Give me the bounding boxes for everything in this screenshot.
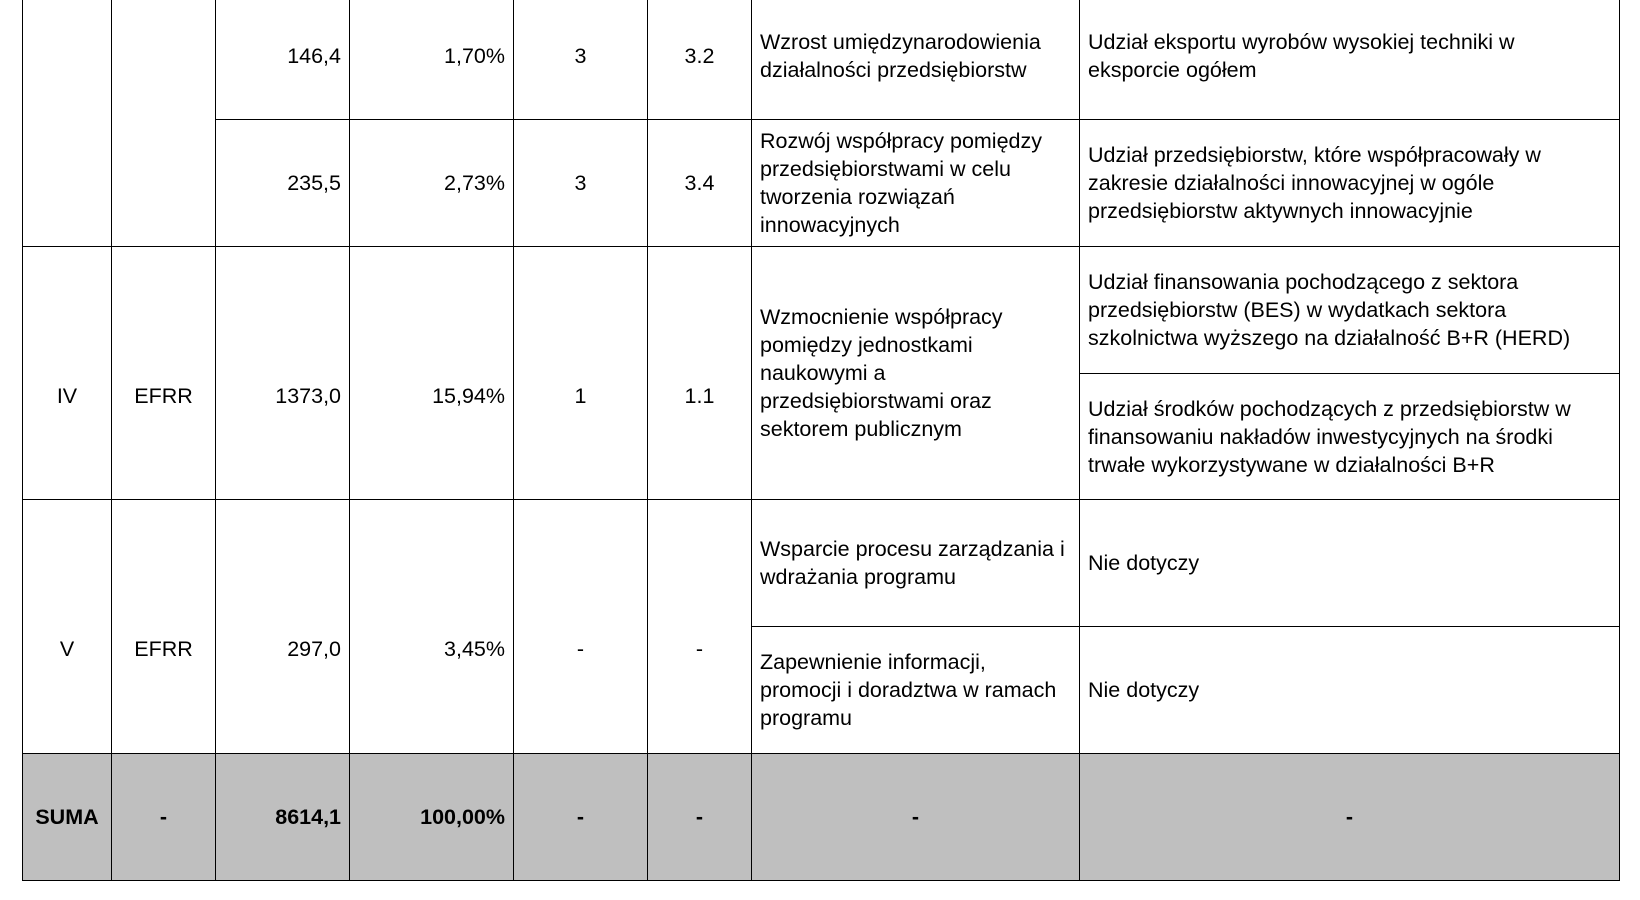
fund-cell-empty	[112, 0, 216, 247]
sum-objective-cell: -	[752, 754, 1080, 881]
sum-indicator-cell: -	[1080, 754, 1620, 881]
thematic-objective-cell: 1	[514, 247, 648, 500]
investment-priority-cell: -	[648, 500, 752, 754]
amount-cell: 146,4	[216, 0, 350, 120]
specific-objective-cell: Wzrost umiędzynarodowienia działalności przedsiębiorstw	[752, 0, 1080, 120]
investment-priority-cell: 1.1	[648, 247, 752, 500]
allocation-table	[22, 0, 1620, 881]
indicator-cell: Nie dotyczy	[1080, 500, 1620, 627]
sum-fund-cell: -	[112, 754, 216, 881]
sum-thematic-objective-cell: -	[514, 754, 648, 881]
specific-objective-cell: Zapewnienie informacji, promocji i doradztwa w ramach programu	[752, 627, 1080, 754]
sum-investment-priority-cell: -	[648, 754, 752, 881]
percent-cell: 2,73%	[350, 120, 514, 247]
sum-row	[23, 754, 1620, 881]
fund-cell: EFRR	[112, 500, 216, 754]
amount-cell: 297,0	[216, 500, 350, 754]
sum-label: SUMA	[23, 754, 112, 881]
table-row	[23, 247, 1620, 374]
table-row	[23, 0, 1620, 120]
indicator-cell: Nie dotyczy	[1080, 627, 1620, 754]
amount-cell: 235,5	[216, 120, 350, 247]
percent-cell: 15,94%	[350, 247, 514, 500]
investment-priority-cell: 3.4	[648, 120, 752, 247]
sum-percent-cell: 100,00%	[350, 754, 514, 881]
specific-objective-cell: Wsparcie procesu zarządzania i wdrażania programu	[752, 500, 1080, 627]
indicator-cell: Udział finansowania pochodzącego z sektora przedsiębiorstw (BES) w wydatkach sektora szkolnictwa wyższego na działalność B+R (HERD)	[1080, 247, 1620, 374]
percent-cell: 3,45%	[350, 500, 514, 754]
fund-cell: EFRR	[112, 247, 216, 500]
indicator-cell: Udział przedsiębiorstw, które współpracowały w zakresie działalności innowacyjnej w ogóle przedsiębiorstw aktywnych innowacyjnie	[1080, 120, 1620, 247]
axis-cell: V	[23, 500, 112, 754]
table-row	[23, 500, 1620, 627]
percent-cell: 1,70%	[350, 0, 514, 120]
sum-amount-cell: 8614,1	[216, 754, 350, 881]
axis-cell: IV	[23, 247, 112, 500]
indicator-cell: Udział eksportu wyrobów wysokiej techniki w eksporcie ogółem	[1080, 0, 1620, 120]
thematic-objective-cell: -	[514, 500, 648, 754]
investment-priority-cell: 3.2	[648, 0, 752, 120]
thematic-objective-cell: 3	[514, 0, 648, 120]
axis-cell-empty	[23, 0, 112, 247]
indicator-cell: Udział środków pochodzących z przedsiębiorstw w finansowaniu nakładów inwestycyjnych na środki trwałe wykorzystywane w działalności B+R	[1080, 374, 1620, 500]
table-row	[23, 120, 1620, 247]
specific-objective-cell: Wzmocnienie współpracy pomiędzy jednostkami naukowymi a przedsiębiorstwami oraz sektorem publicznym	[752, 247, 1080, 500]
amount-cell: 1373,0	[216, 247, 350, 500]
thematic-objective-cell: 3	[514, 120, 648, 247]
specific-objective-cell: Rozwój współpracy pomiędzy przedsiębiorstwami w celu tworzenia rozwiązań innowacyjnych	[752, 120, 1080, 247]
